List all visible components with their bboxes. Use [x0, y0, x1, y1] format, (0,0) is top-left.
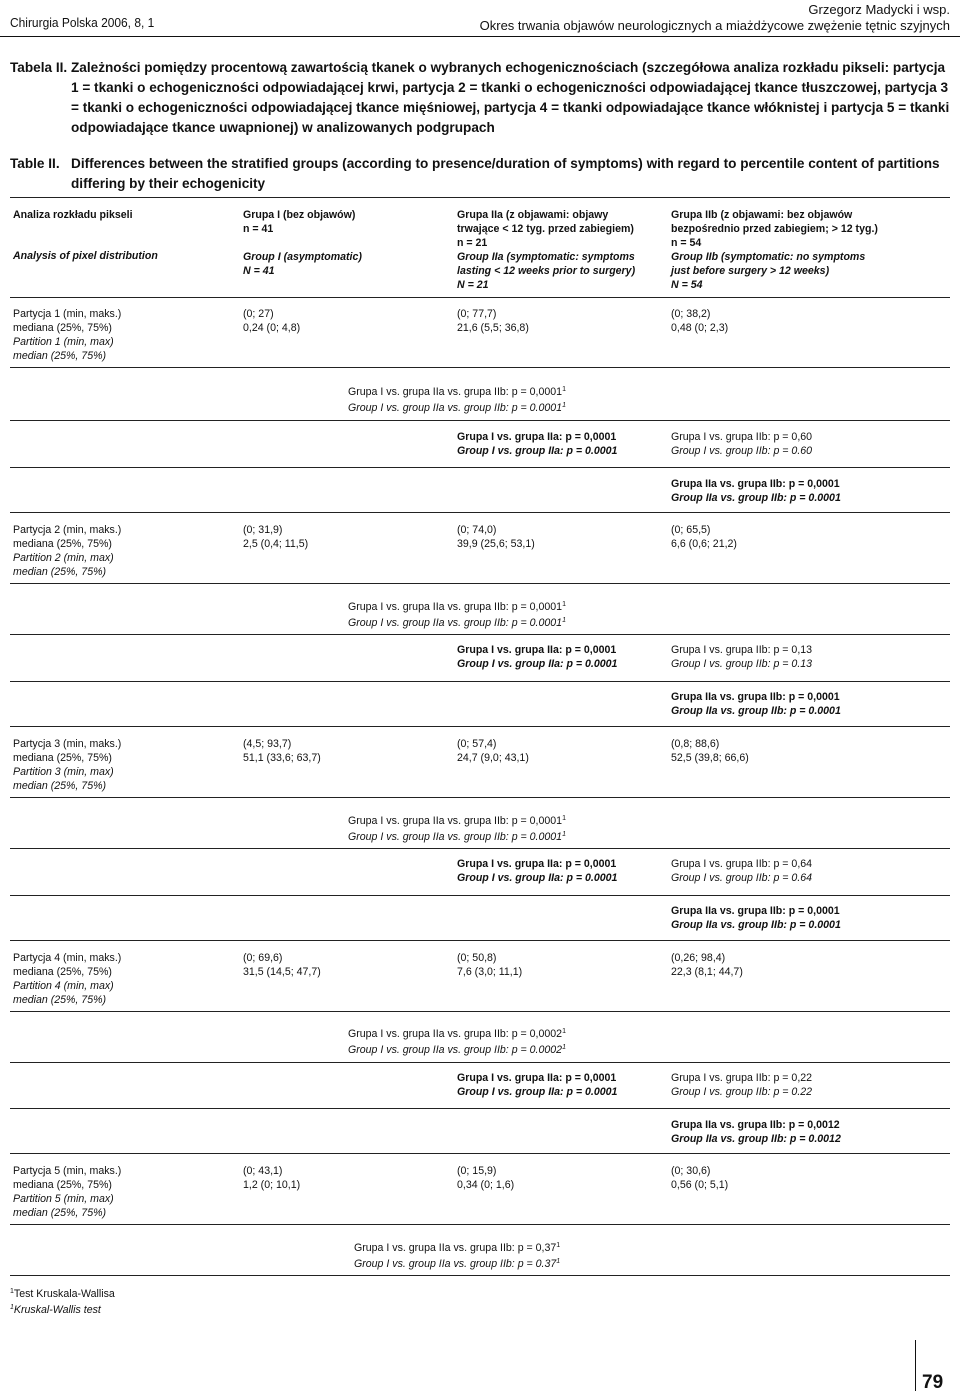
partition-2-overall-test: Grupa I vs. grupa IIa vs. grupa IIb: $p = 0,0001^1$ Group I vs. group IIa vs. group IIb: $p = 0.0001^1$ — [348, 601, 566, 629]
header-bottom-rule — [10, 297, 950, 298]
partition-4-label: Partycja 4 (min, maks.) mediana (25%, 75%) Partition 4 (min, max) median (25%, 75%) — [13, 952, 122, 1006]
partition-2-group-iib: (0; 65,5) 6,6 (0,6; 21,2) — [671, 524, 737, 550]
partition-4-i-vs-iib: Grupa I vs. grupa IIb: p = 0,22 Group I vs. group IIb: p = 0.22 — [671, 1072, 813, 1098]
journal-name: Chirurgia Polska 2006, 8, 1 — [10, 15, 155, 30]
rule — [10, 1108, 950, 1109]
table-caption-pl — [10, 58, 950, 138]
table-bottom-rule — [10, 1275, 950, 1276]
partition-1-group-i: (0; 27) 0,24 (0; 4,8) — [243, 308, 301, 334]
partition-5-label: Partycja 5 (min, maks.) mediana (25%, 75%) Partition 5 (min, max) median (25%, 75%) — [13, 1165, 122, 1219]
partition-5-overall-test: Grupa I vs. grupa IIa vs. grupa IIb: $p = 0,37^1$ Group I vs. group IIa vs. group IIb: $p = 0.37^1$ — [354, 1242, 561, 1270]
partition-1-label: Partycja 1 (min, maks.) mediana (25%, 75%) Partition 1 (min, max) median (25%, 75%) — [13, 308, 122, 362]
running-header — [480, 2, 950, 34]
partition-4-i-vs-iia: Grupa I vs. grupa IIa: p = 0,0001 Group I vs. group IIa: p = 0.0001 — [457, 1072, 618, 1098]
footnote: $^1$Test Kruskala-Wallisa $^1$Kruskal-Wallis test — [10, 1288, 115, 1316]
partition-3-group-i: (4,5; 93,7) 51,1 (33,6; 63,7) — [243, 738, 321, 764]
page-number-rule — [915, 1340, 916, 1391]
caption-text-pl: Zależności pomiędzy procentową zawartością tkanek o wybranych echogenicznościach (szczegółowa analiza rozkładu pikseli: partycja 1 = tkanki o echogeniczności odpowiadającej krwi, partycja 2 = tkanki o echogeniczności odpowiadającej tkance tłuszczowej, partycja 3 = tkanki o echogeniczności odpowiadającej tkance mięśniowej, partycja 4 = tkanki odpowiadające tkance włóknistej i partycja 5 = tkanki odpowiadające tkance uwapnionej) w analizowanych podgrupach — [71, 60, 950, 135]
partition-2-iia-vs-iib: Grupa IIa vs. grupa IIb: p = 0,0001 Group IIa vs. group IIb: p = 0.0001 — [671, 691, 841, 717]
partition-3-i-vs-iib: Grupa I vs. grupa IIb: p = 0,64 Group I vs. group IIb: p = 0.64 — [671, 858, 813, 884]
partition-5-group-iib: (0; 30,6) 0,56 (0; 5,1) — [671, 1165, 729, 1191]
running-title: Okres trwania objawów neurologicznych a miażdżycowe zwężenie tętnic szyjnych — [479, 18, 950, 33]
partition-4-overall-test: Grupa I vs. grupa IIa vs. grupa IIb: $p = 0,0002^1$ Group I vs. group IIa vs. group IIb: $p = 0.0002^1$ — [348, 1028, 566, 1056]
col-header-group-iib: Grupa IIb (z objawami: bez objawów bezpośrednio przed zabiegiem; > 12 tyg.) n = 54 Group IIb (symptomatic: no symptoms just before surgery > 12 weeks) N = 54 — [671, 209, 878, 291]
rule — [10, 940, 950, 941]
rule — [10, 512, 950, 513]
partition-3-group-iib: (0,8; 88,6) 52,5 (39,8; 66,6) — [671, 738, 749, 764]
rule — [10, 1011, 950, 1012]
partition-4-group-i: (0; 69,6) 31,5 (14,5; 47,7) — [243, 952, 321, 978]
rule — [10, 467, 950, 468]
caption-text-en: Differences between the stratified groups (according to presence/duration of symptoms) with regard to percentile content of partitions differing by their echogenicity — [71, 156, 940, 191]
rule — [10, 367, 950, 368]
rule — [10, 1224, 950, 1225]
col-header-analysis-pl: Analiza rozkładu pikseli — [13, 209, 133, 221]
partition-3-overall-test: Grupa I vs. grupa IIa vs. grupa IIb: $p = 0,0001^1$ Group I vs. group IIa vs. group IIb: $p = 0.0001^1$ — [348, 815, 566, 843]
rule — [10, 848, 950, 849]
rule — [10, 726, 950, 727]
partition-1-group-iia: (0; 77,7) 21,6 (5,5; 36,8) — [457, 308, 529, 334]
col-header-group-iia: Grupa IIa (z objawami: objawy trwające < 12 tyg. przed zabiegiem) n = 21 Group IIa (symptomatic: symptoms lasting < 12 weeks prior to surgery) N = 21 — [457, 209, 636, 291]
partition-2-group-i: (0; 31,9) 2,5 (0,4; 11,5) — [243, 524, 309, 550]
rule — [10, 895, 950, 896]
table-caption-en — [10, 154, 950, 194]
partition-5-group-iia: (0; 15,9) 0,34 (0; 1,6) — [457, 1165, 515, 1191]
partition-3-i-vs-iia: Grupa I vs. grupa IIa: p = 0,0001 Group I vs. group IIa: p = 0.0001 — [457, 858, 618, 884]
rule — [10, 1153, 950, 1154]
rule — [10, 797, 950, 798]
caption-label-pl: Tabela II. — [10, 60, 68, 75]
partition-2-i-vs-iia: Grupa I vs. grupa IIa: p = 0,0001 Group I vs. group IIa: p = 0.0001 — [457, 644, 618, 670]
partition-4-group-iib: (0,26; 98,4) 22,3 (8,1; 44,7) — [671, 952, 743, 978]
partition-4-group-iia: (0; 50,8) 7,6 (3,0; 11,1) — [457, 952, 523, 978]
col-header-group-i: Grupa I (bez objawów) n = 41 Group I (asymptomatic) N = 41 — [243, 209, 362, 277]
partition-1-i-vs-iib: Grupa I vs. grupa IIb: p = 0,60 Group I vs. group IIb: p = 0.60 — [671, 431, 813, 457]
partition-2-group-iia: (0; 74,0) 39,9 (25,6; 53,1) — [457, 524, 535, 550]
partition-5-group-i: (0; 43,1) 1,2 (0; 10,1) — [243, 1165, 301, 1191]
partition-3-label: Partycja 3 (min, maks.) mediana (25%, 75%) Partition 3 (min, max) median (25%, 75%) — [13, 738, 122, 792]
authors: Grzegorz Madycki i wsp. — [808, 2, 950, 17]
partition-2-i-vs-iib: Grupa I vs. grupa IIb: p = 0,13 Group I vs. group IIb: p = 0.13 — [671, 644, 813, 670]
partition-1-group-iib: (0; 38,2) 0,48 (0; 2,3) — [671, 308, 729, 334]
rule — [10, 634, 950, 635]
partition-1-iia-vs-iib: Grupa IIa vs. grupa IIb: p = 0,0001 Group IIa vs. group IIb: p = 0.0001 — [671, 478, 841, 504]
partition-3-group-iia: (0; 57,4) 24,7 (9,0; 43,1) — [457, 738, 529, 764]
rule — [10, 583, 950, 584]
partition-3-iia-vs-iib: Grupa IIa vs. grupa IIb: p = 0,0001 Group IIa vs. group IIb: p = 0.0001 — [671, 905, 841, 931]
rule — [10, 420, 950, 421]
rule — [10, 1062, 950, 1063]
partition-1-overall-test: Grupa I vs. grupa IIa vs. grupa IIb: $p = 0,0001^1$ Group I vs. group IIa vs. group IIb: $p = 0.0001^1$ — [348, 386, 566, 414]
partition-1-i-vs-iia: Grupa I vs. grupa IIa: p = 0,0001 Group I vs. group IIa: p = 0.0001 — [457, 431, 618, 457]
partition-2-label: Partycja 2 (min, maks.) mediana (25%, 75%) Partition 2 (min, max) median (25%, 75%) — [13, 524, 122, 578]
partition-4-iia-vs-iib: Grupa IIa vs. grupa IIb: p = 0,0012 Group IIa vs. group IIb: p = 0.0012 — [671, 1119, 841, 1145]
caption-label-en: Table II. — [10, 156, 60, 171]
header-rule — [0, 36, 960, 37]
rule — [10, 681, 950, 682]
col-header-analysis-en: Analysis of pixel distribution — [13, 250, 158, 262]
page-number: 79 — [922, 1372, 944, 1393]
table-top-rule — [10, 197, 950, 198]
